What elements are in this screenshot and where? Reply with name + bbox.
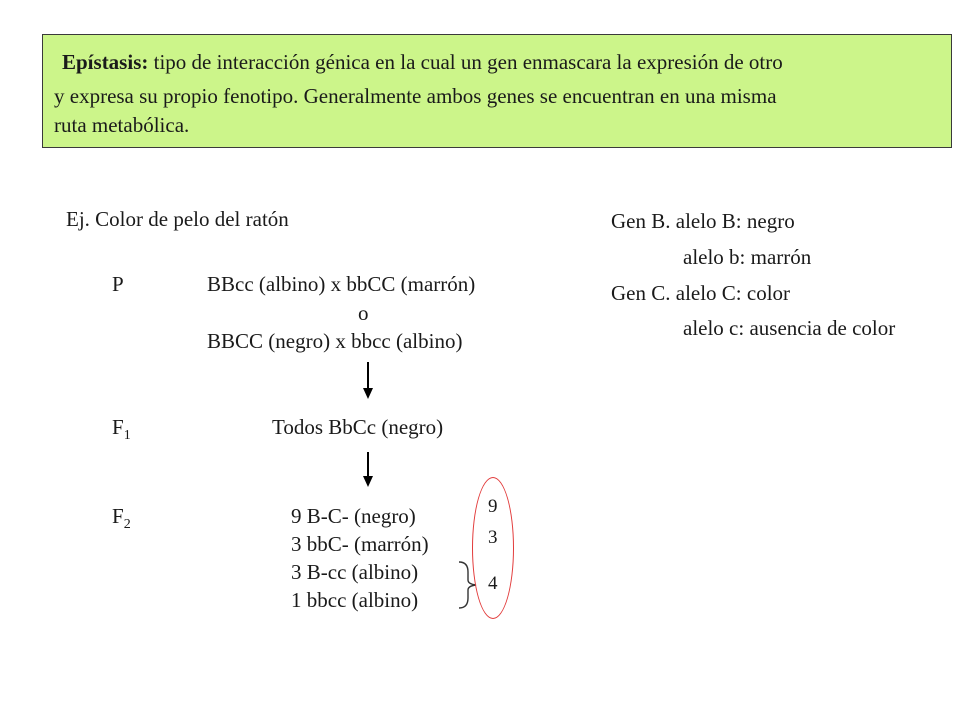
ratio-3: 3 (488, 527, 498, 548)
arrow-down-2-icon (363, 476, 373, 487)
f2-row-4: 1 bbcc (albino) (291, 588, 419, 612)
ratio-4: 4 (488, 573, 498, 594)
f1-text: Todos BbCc (negro) (272, 415, 444, 439)
p-or: o (358, 301, 369, 325)
definition-line-2: y expresa su propio fenotipo. Generalmente ambos genes se encuentran en una misma (54, 84, 777, 108)
definition-line-1 (62, 50, 783, 75)
f2-row-2: 3 bbC- (marrón) (291, 532, 429, 556)
p-cross-1: BBcc (albino) x bbCC (marrón) (207, 272, 476, 296)
arrow-down-1-icon (363, 388, 373, 399)
f1-label-sub: 1 (123, 428, 131, 443)
definition-text-1: tipo de interacción génica en la cual un gen enmascara la expresión de otro (148, 50, 783, 74)
p-cross-2: BBCC (negro) x bbcc (albino) (207, 329, 463, 353)
definition-line-3: ruta metabólica. (54, 113, 190, 137)
f2-label-sub: 2 (123, 517, 131, 532)
p-label: P (112, 272, 124, 296)
definition-term: Epístasis: (62, 50, 149, 74)
allele-c-info: alelo c: ausencia de color (683, 316, 896, 340)
arrow-down-1-line (367, 362, 369, 390)
f2-label (112, 504, 131, 532)
f2-row-1: 9 B-C- (negro) (291, 504, 416, 528)
f2-label-text: F (112, 504, 124, 528)
gene-c-info: Gen C. alelo C: color (611, 281, 791, 305)
ratio-9: 9 (488, 496, 498, 517)
gene-b-info: Gen B. alelo B: negro (611, 209, 795, 233)
allele-b-info: alelo b: marrón (683, 245, 812, 269)
example-title: Ej. Color de pelo del ratón (66, 207, 289, 231)
arrow-down-2-line (367, 452, 369, 478)
f2-row-3: 3 B-cc (albino) (291, 560, 419, 584)
f1-label (112, 415, 131, 443)
f1-label-text: F (112, 415, 124, 439)
